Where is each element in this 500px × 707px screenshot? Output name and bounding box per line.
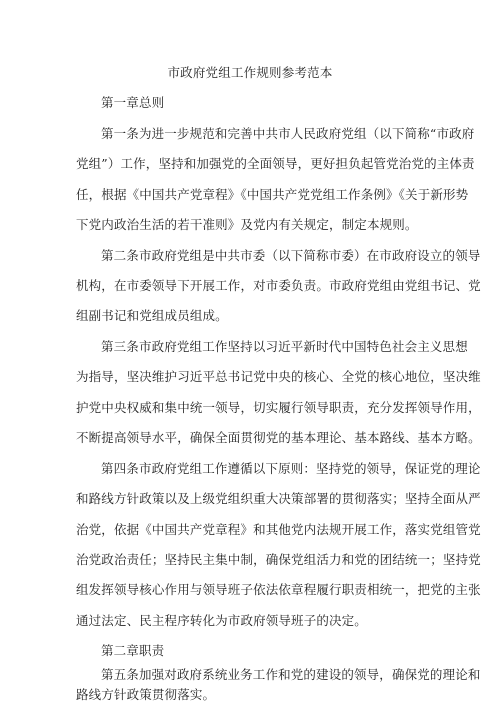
text-line: 第二条市政府党组是中共市委（以下简称市委）在市政府设立的领导 [101, 248, 481, 263]
text-line: 机构，在市委领导下开展工作，对市委负责。市政府党组由党组书记、党 [76, 278, 481, 293]
text-line: 不断提高领导水平，确保全面贯彻党的基本理论、基本路线、基本方略。 [76, 430, 481, 445]
text-line: 第一条为进一步规范和完善中共市人民政府党组（以下简称“市政府 [101, 126, 475, 141]
chapter-heading: 第一章总则 [101, 95, 165, 110]
text-line: 护党中央权威和集中统一领导，切实履行领导职责，充分发挥领导作用， [76, 400, 481, 415]
text-line: 和路线方针政策以及上级党组织重大决策部署的贯彻落实；坚持全面从严 [76, 491, 481, 506]
text-line: 治党政治责任；坚持民主集中制，确保党组活力和党的团结统一；坚持党 [76, 552, 481, 567]
document-title: 市政府党组工作规则参考范本 [167, 65, 333, 80]
text-line: 第三条市政府党组工作坚持以习近平新时代中国特色社会主义思想 [101, 339, 468, 354]
text-line: 治党，依据《中国共产党章程》和其他党内法规开展工作，落实党组管党 [76, 522, 481, 537]
text-line: 路线方针政策贯彻落实。 [76, 687, 216, 702]
text-line: 为指导，坚决维护习近平总书记党中央的核心、全党的核心地位，坚决维 [76, 369, 481, 384]
text-line: 第四条市政府党组工作遵循以下原则：坚持党的领导，保证党的理论 [101, 461, 481, 476]
text-line: 组发挥领导核心作用与领导班子依法依章程履行职责相统一，把党的主张 [76, 582, 481, 597]
text-line: 任，根据《中国共产党章程》《中国共产党党组工作条例》《关于新形势 [76, 187, 469, 202]
chapter-heading: 第二章职责 [101, 643, 165, 658]
text-line: 党组”）工作，坚持和加强党的全面领导，更好担负起管党治党的主体责 [76, 156, 475, 171]
text-line: 下党内政治生活的若干准则》及党内有关规定，制定本规则。 [76, 217, 418, 232]
text-line: 通过法定、民主程序转化为市政府领导班子的决定。 [76, 613, 367, 628]
text-line: 组副书记和党组成员组成。 [76, 308, 228, 323]
text-line: 第五条加强对政府系统业务工作和党的建设的领导，确保党的理论和 [101, 667, 481, 682]
